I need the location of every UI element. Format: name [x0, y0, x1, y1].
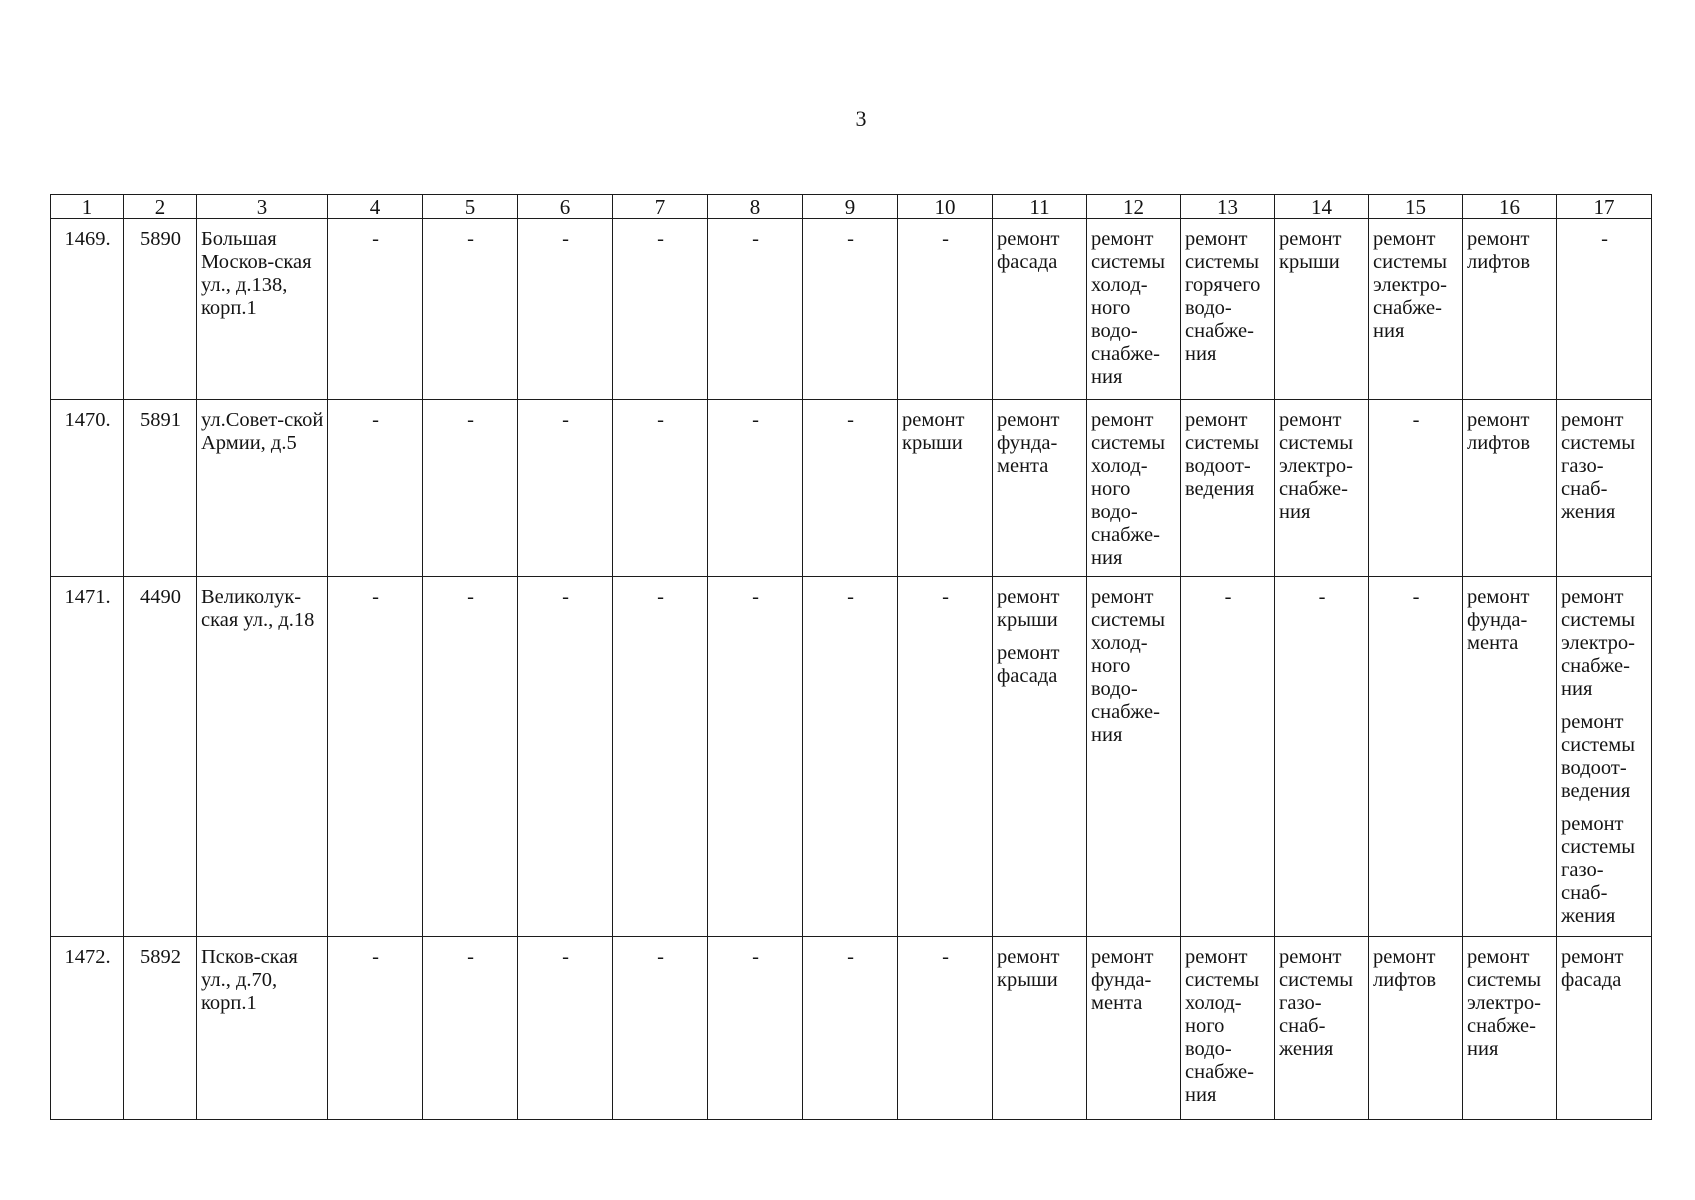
work-item: ремонт лифтов [1373, 946, 1437, 991]
dash-mark: - [372, 409, 379, 431]
column-number-3: 3 [197, 195, 328, 219]
column-number-12: 12 [1087, 195, 1181, 219]
building-code-cell: 5891 [124, 400, 197, 577]
work-item: ремонт фасада [997, 228, 1060, 273]
table-row [51, 400, 1652, 577]
dash-mark: - [1224, 586, 1232, 608]
dash-mark: - [467, 409, 474, 431]
column-number-9: 9 [803, 195, 898, 219]
column-number-row [51, 195, 1652, 219]
work-item: ремонт системы электро-снабже-ния [1467, 946, 1541, 1060]
work-cell [1557, 400, 1652, 577]
column-number-8: 8 [708, 195, 803, 219]
dash-mark: - [562, 228, 569, 250]
dash-mark: - [657, 228, 664, 250]
dash-mark: - [752, 586, 759, 608]
empty-cell [708, 937, 803, 1120]
column-number-4: 4 [328, 195, 423, 219]
work-cell [993, 937, 1087, 1120]
work-item: ремонт крыши [997, 586, 1060, 631]
work-cell [1557, 937, 1652, 1120]
empty-cell [328, 219, 423, 400]
dash-mark: - [372, 946, 379, 968]
work-item: ремонт системы горячего водо-снабже-ния [1185, 228, 1261, 365]
column-number-6: 6 [518, 195, 613, 219]
column-number-1: 1 [51, 195, 124, 219]
dash-mark: - [847, 946, 854, 968]
dash-mark: - [467, 946, 474, 968]
empty-cell [613, 400, 708, 577]
work-item: ремонт системы холод-ного водо-снабже-ния [1091, 586, 1165, 746]
dash-mark: - [1412, 409, 1420, 431]
dash-mark: - [942, 228, 949, 250]
work-item: ремонт системы водоот-ведения [1561, 711, 1635, 802]
empty-cell [803, 937, 898, 1120]
work-item: ремонт фасада [1561, 946, 1624, 991]
address-cell: Великолук-ская ул., д.18 [197, 577, 328, 937]
column-number-13: 13 [1181, 195, 1275, 219]
work-item: ремонт системы холод-ного водо-снабже-ния [1091, 409, 1165, 569]
dash-mark: - [752, 946, 759, 968]
empty-cell [1181, 577, 1275, 937]
address-cell: ул.Совет-ской Армии, д.5 [197, 400, 328, 577]
empty-cell [898, 219, 993, 400]
dash-mark: - [467, 586, 474, 608]
row-number-cell: 1470. [51, 400, 124, 577]
empty-cell [613, 219, 708, 400]
work-cell [1369, 219, 1463, 400]
work-cell [1087, 577, 1181, 937]
table-row [51, 219, 1652, 400]
empty-cell [423, 400, 518, 577]
work-cell [993, 400, 1087, 577]
column-number-5: 5 [423, 195, 518, 219]
table-row [51, 937, 1652, 1120]
work-item: ремонт фунда-мента [997, 409, 1060, 477]
dash-mark: - [657, 409, 664, 431]
empty-cell [708, 219, 803, 400]
work-item: ремонт фунда-мента [1467, 586, 1530, 654]
work-cell [993, 219, 1087, 400]
work-cell [1275, 400, 1369, 577]
dash-mark: - [1601, 228, 1608, 250]
dash-mark: - [942, 946, 949, 968]
empty-cell [423, 219, 518, 400]
dash-mark: - [942, 586, 949, 608]
empty-cell [518, 577, 613, 937]
empty-cell [423, 937, 518, 1120]
work-item: ремонт фунда-мента [1091, 946, 1154, 1014]
dash-mark: - [752, 409, 759, 431]
empty-cell [423, 577, 518, 937]
work-cell [1275, 937, 1369, 1120]
work-cell [1087, 400, 1181, 577]
building-code-cell: 5890 [124, 219, 197, 400]
work-cell [1087, 219, 1181, 400]
work-item: ремонт системы водоот-ведения [1185, 409, 1259, 500]
row-number-cell: 1472. [51, 937, 124, 1120]
dash-mark: - [372, 228, 379, 250]
empty-cell [803, 219, 898, 400]
column-number-11: 11 [993, 195, 1087, 219]
row-number-cell: 1469. [51, 219, 124, 400]
column-number-15: 15 [1369, 195, 1463, 219]
work-item: ремонт системы холод-ного водо-снабже-ния [1091, 228, 1165, 388]
work-cell [1181, 219, 1275, 400]
address-cell: Псков-ская ул., д.70, корп.1 [197, 937, 328, 1120]
dash-mark: - [1412, 586, 1420, 608]
building-code-cell: 4490 [124, 577, 197, 937]
work-cell [1087, 937, 1181, 1120]
work-cell [1463, 400, 1557, 577]
empty-cell [613, 577, 708, 937]
work-cell [1275, 219, 1369, 400]
empty-cell [803, 577, 898, 937]
empty-cell [518, 937, 613, 1120]
empty-cell [328, 937, 423, 1120]
column-number-10: 10 [898, 195, 993, 219]
work-item: ремонт крыши [997, 946, 1060, 991]
work-cell [898, 400, 993, 577]
work-cell [1181, 937, 1275, 1120]
work-item: ремонт лифтов [1467, 409, 1531, 454]
empty-cell [518, 400, 613, 577]
work-item: ремонт системы электро-снабже-ния [1373, 228, 1447, 342]
work-item: ремонт системы газо-снаб-жения [1279, 946, 1353, 1060]
table-row [51, 577, 1652, 937]
work-cell [1557, 577, 1652, 937]
work-cell [1463, 219, 1557, 400]
empty-cell [898, 937, 993, 1120]
dash-mark: - [752, 228, 759, 250]
work-cell [1369, 937, 1463, 1120]
dash-mark: - [847, 409, 854, 431]
dash-mark: - [847, 228, 854, 250]
empty-cell [1369, 400, 1463, 577]
work-item: ремонт системы газо-снаб-жения [1561, 813, 1635, 927]
table-body [51, 195, 1652, 1120]
empty-cell [1557, 219, 1652, 400]
dash-mark: - [372, 586, 379, 608]
work-cell [1463, 577, 1557, 937]
empty-cell [328, 400, 423, 577]
dash-mark: - [562, 946, 569, 968]
column-number-7: 7 [613, 195, 708, 219]
work-item: ремонт крыши [902, 409, 965, 454]
dash-mark: - [657, 946, 664, 968]
empty-cell [518, 219, 613, 400]
work-item: ремонт системы электро-снабже-ния [1561, 586, 1635, 700]
empty-cell [1369, 577, 1463, 937]
work-cell [1181, 400, 1275, 577]
address-cell: Большая Москов-ская ул., д.138, корп.1 [197, 219, 328, 400]
dash-mark: - [562, 586, 569, 608]
dash-mark: - [1318, 586, 1326, 608]
work-item: ремонт системы газо-снаб-жения [1561, 409, 1635, 523]
column-number-17: 17 [1557, 195, 1652, 219]
work-item: ремонт фасада [997, 642, 1060, 687]
empty-cell [803, 400, 898, 577]
empty-cell [898, 577, 993, 937]
building-code-cell: 5892 [124, 937, 197, 1120]
empty-cell [708, 577, 803, 937]
repair-schedule-table [50, 194, 1652, 1120]
dash-mark: - [847, 586, 854, 608]
column-number-16: 16 [1463, 195, 1557, 219]
work-cell [993, 577, 1087, 937]
work-item: ремонт лифтов [1467, 228, 1531, 273]
work-item: ремонт системы холод-ного водо-снабже-ния [1185, 946, 1259, 1106]
empty-cell [328, 577, 423, 937]
dash-mark: - [562, 409, 569, 431]
empty-cell [613, 937, 708, 1120]
dash-mark: - [657, 586, 664, 608]
dash-mark: - [467, 228, 474, 250]
empty-cell [708, 400, 803, 577]
page-number: 3 [855, 106, 867, 131]
work-item: ремонт крыши [1279, 228, 1342, 273]
row-number-cell: 1471. [51, 577, 124, 937]
column-number-2: 2 [124, 195, 197, 219]
empty-cell [1275, 577, 1369, 937]
work-item: ремонт системы электро-снабже-ния [1279, 409, 1353, 523]
work-cell [1463, 937, 1557, 1120]
column-number-14: 14 [1275, 195, 1369, 219]
